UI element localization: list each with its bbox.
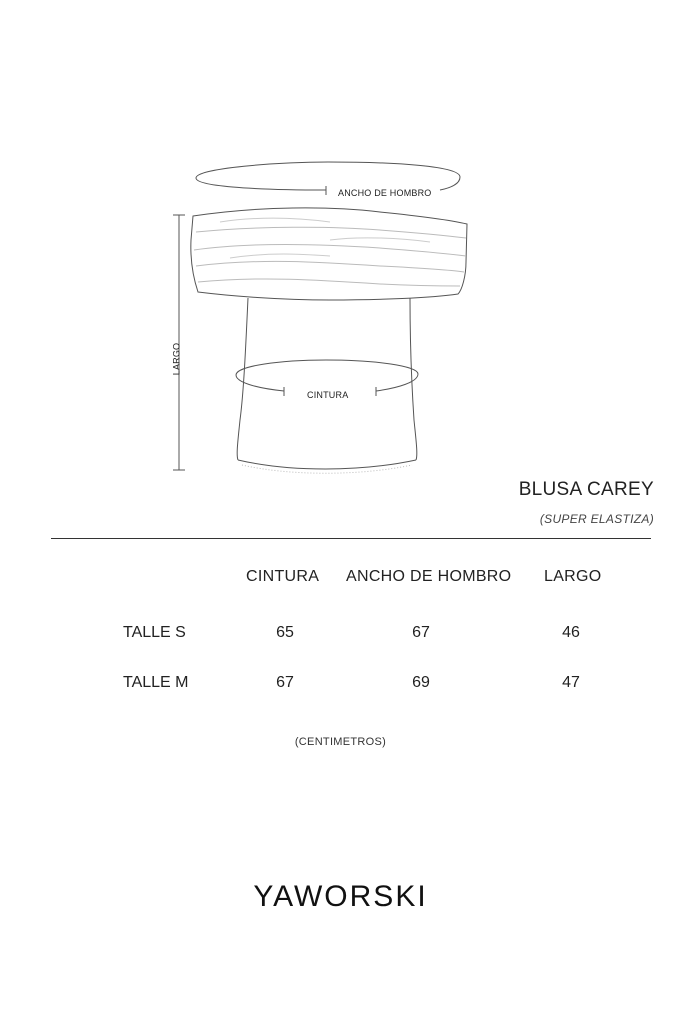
cell-cintura: 65	[276, 624, 294, 641]
cell-ancho-de-hombro: 69	[412, 674, 430, 691]
cell-ancho-de-hombro: 67	[412, 624, 430, 641]
product-subtitle: (SUPER ELASTIZA)	[539, 512, 654, 526]
column-header-largo: LARGO	[544, 568, 602, 585]
row-label: TALLE M	[123, 674, 189, 691]
waist-measure-label: CINTURA	[307, 390, 349, 400]
row-label: TALLE S	[123, 624, 186, 641]
cell-largo: 47	[562, 674, 580, 691]
column-header-ancho-de-hombro: ANCHO DE HOMBRO	[346, 568, 512, 585]
divider	[51, 538, 651, 539]
cell-cintura: 67	[276, 674, 294, 691]
brand-logo: YAWORSKI	[253, 880, 428, 913]
shoulder-measure-label: ANCHO DE HOMBRO	[338, 188, 432, 198]
bardot-band	[191, 208, 467, 300]
garment-body	[237, 298, 417, 473]
column-header-cintura: CINTURA	[246, 568, 320, 585]
unit-note: (CENTIMETROS)	[294, 736, 387, 748]
product-title: BLUSA CAREY	[518, 479, 654, 500]
length-measure-label: LARGO	[171, 342, 182, 376]
cell-largo: 46	[562, 624, 580, 641]
